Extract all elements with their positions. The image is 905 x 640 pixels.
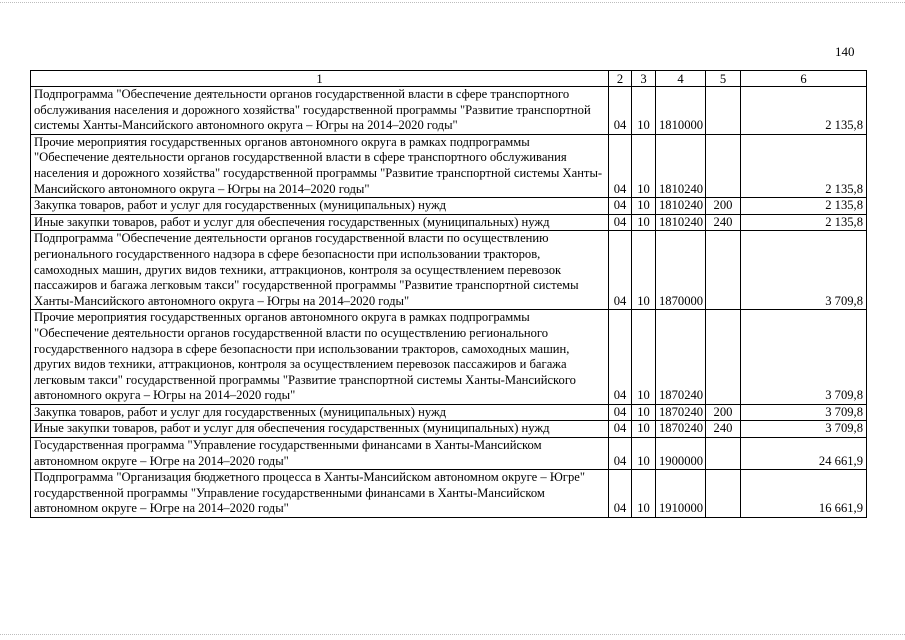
row-expense-type (706, 134, 741, 197)
row-name: Государственная программа "Управление государственными финансами в Ханты-Мансийском автономном округе – Югре на 2014–2020 годы" (31, 438, 609, 470)
row-target-article: 1870240 (656, 404, 706, 421)
row-subsection: 10 (632, 470, 656, 518)
row-section: 04 (609, 214, 632, 231)
row-target-article: 1810240 (656, 134, 706, 197)
table-row (31, 134, 867, 197)
table-row (31, 87, 867, 135)
row-name: Прочие мероприятия государственных органов автономного округа в рамках подпрограммы "Обеспечение деятельности органов государственной власти в сфере транспортного обслуживания населения и дорожного хозяйства" государственной программы "Развитие транспортной системы Ханты-Мансийского автономного округа – Югры на 2014–2020 годы" (31, 134, 609, 197)
row-expense-type (706, 310, 741, 405)
row-name: Иные закупки товаров, работ и услуг для обеспечения государственных (муниципальных) нужд (31, 214, 609, 231)
row-expense-type (706, 438, 741, 470)
row-subsection: 10 (632, 134, 656, 197)
row-subsection: 10 (632, 421, 656, 438)
row-amount: 16 661,9 (741, 470, 867, 518)
row-target-article: 1870240 (656, 421, 706, 438)
row-subsection: 10 (632, 404, 656, 421)
column-header-amount: 6 (741, 71, 867, 87)
row-section: 04 (609, 87, 632, 135)
row-name: Иные закупки товаров, работ и услуг для обеспечения государственных (муниципальных) нужд (31, 421, 609, 438)
column-header-target-article: 4 (656, 71, 706, 87)
row-section: 04 (609, 421, 632, 438)
row-subsection: 10 (632, 438, 656, 470)
table-header-row (31, 71, 867, 87)
row-amount: 3 709,8 (741, 231, 867, 310)
row-section: 04 (609, 404, 632, 421)
row-target-article: 1810240 (656, 198, 706, 215)
table-row (31, 310, 867, 405)
row-section: 04 (609, 438, 632, 470)
row-expense-type (706, 87, 741, 135)
column-header-subsection: 3 (632, 71, 656, 87)
row-expense-type: 200 (706, 404, 741, 421)
row-name: Закупка товаров, работ и услуг для государственных (муниципальных) нужд (31, 404, 609, 421)
row-target-article: 1810240 (656, 214, 706, 231)
row-subsection: 10 (632, 198, 656, 215)
table-row (31, 421, 867, 438)
row-expense-type (706, 470, 741, 518)
row-target-article: 1900000 (656, 438, 706, 470)
row-target-article: 1810000 (656, 87, 706, 135)
row-name: Подпрограмма "Обеспечение деятельности органов государственной власти по осуществлению регионального государственного надзора в сфере безопасности при использовании тракторов, самоходных машин, других видов техники, аттракционов, контроля за осуществлением перевозок пассажиров и багажа легковым такси" государственной программы "Развитие транспортной системы Ханты-Мансийского автономного округа – Югры на 2014–2020 годы" (31, 231, 609, 310)
column-header-name: 1 (31, 71, 609, 87)
table-row (31, 404, 867, 421)
row-name: Закупка товаров, работ и услуг для государственных (муниципальных) нужд (31, 198, 609, 215)
row-section: 04 (609, 231, 632, 310)
column-header-expense-type: 5 (706, 71, 741, 87)
row-target-article: 1870240 (656, 310, 706, 405)
row-amount: 3 709,8 (741, 404, 867, 421)
row-expense-type: 240 (706, 214, 741, 231)
row-section: 04 (609, 134, 632, 197)
row-amount: 2 135,8 (741, 134, 867, 197)
row-subsection: 10 (632, 214, 656, 231)
row-expense-type: 240 (706, 421, 741, 438)
scan-edge-bottom (0, 634, 905, 636)
row-amount: 2 135,8 (741, 198, 867, 215)
row-amount: 2 135,8 (741, 214, 867, 231)
row-section: 04 (609, 198, 632, 215)
row-amount: 2 135,8 (741, 87, 867, 135)
row-expense-type (706, 231, 741, 310)
table-row (31, 214, 867, 231)
row-subsection: 10 (632, 87, 656, 135)
row-subsection: 10 (632, 310, 656, 405)
row-expense-type: 200 (706, 198, 741, 215)
row-amount: 24 661,9 (741, 438, 867, 470)
row-section: 04 (609, 310, 632, 405)
scan-edge-top (0, 2, 905, 4)
page-number: 140 (835, 44, 855, 59)
row-name: Прочие мероприятия государственных органов автономного округа в рамках подпрограммы "Обеспечение деятельности органов государственной власти по осуществлению регионального государственного надзора в сфере безопасности при использовании тракторов, самоходных машин, других видов техники, аттракционов, контроля за осуществлением перевозок пассажиров и багажа легковым такси" государственной программы "Развитие транспортной системы Ханты-Мансийского автономного округа – Югры на 2014–2020 годы" (31, 310, 609, 405)
row-name: Подпрограмма "Организация бюджетного процесса в Ханты-Мансийском автономном округе – Югре" государственной программы "Управление государственными финансами в Ханты-Мансийском автономном округе – Югре на 2014–2020 годы" (31, 470, 609, 518)
row-subsection: 10 (632, 231, 656, 310)
row-name: Подпрограмма "Обеспечение деятельности органов государственной власти в сфере транспортного обслуживания населения и дорожного хозяйства" государственной программы "Развитие транспортной системы Ханты-Мансийского автономного округа – Югры на 2014–2020 годы" (31, 87, 609, 135)
table-row (31, 438, 867, 470)
row-target-article: 1910000 (656, 470, 706, 518)
row-target-article: 1870000 (656, 231, 706, 310)
table-row (31, 470, 867, 518)
budget-table (30, 70, 867, 518)
column-header-section: 2 (609, 71, 632, 87)
row-amount: 3 709,8 (741, 421, 867, 438)
table-row (31, 231, 867, 310)
table-row (31, 198, 867, 215)
row-amount: 3 709,8 (741, 310, 867, 405)
row-section: 04 (609, 470, 632, 518)
